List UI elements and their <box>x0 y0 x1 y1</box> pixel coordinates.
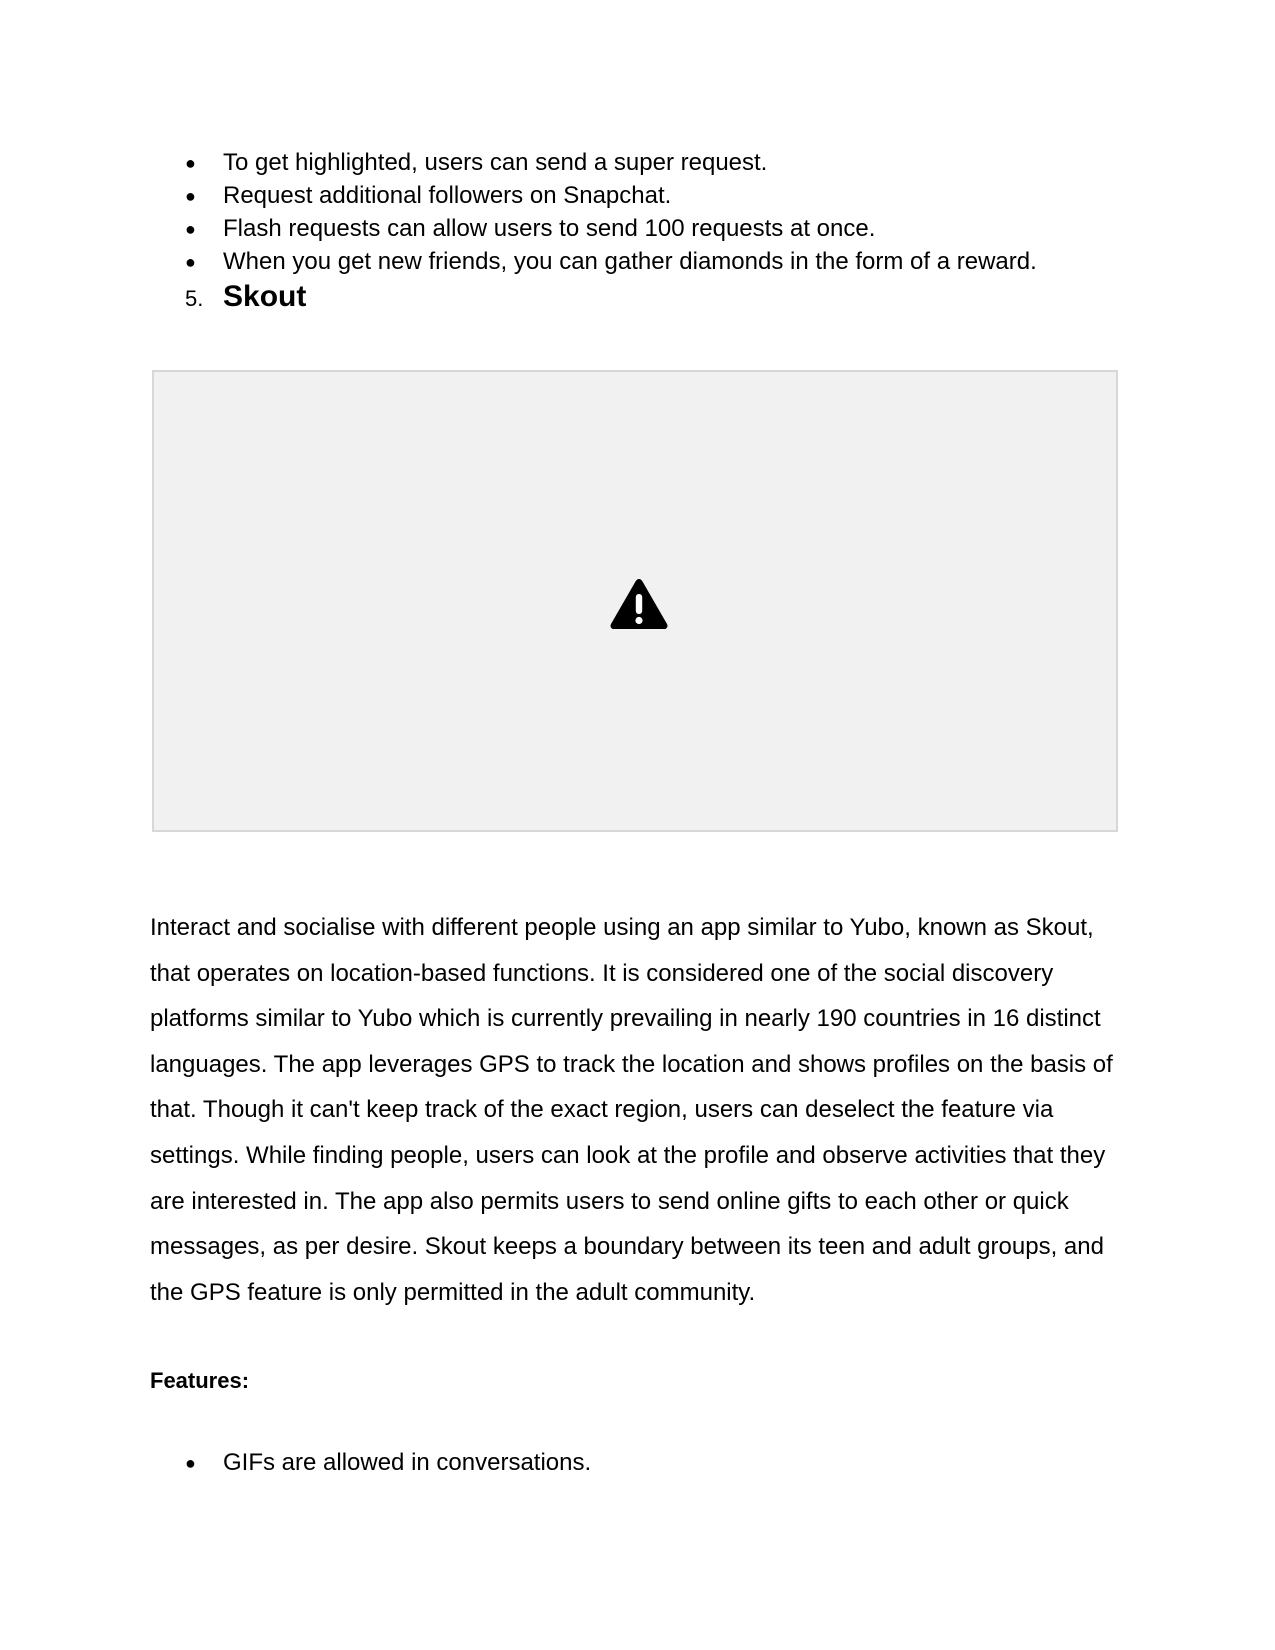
section-number: 5. <box>185 286 204 311</box>
body-paragraph: Interact and socialise with different people using an app similar to Yubo, known as Skout, that operates on location-based functions. It is considered one of the social discovery platforms similar to Yubo which is currently prevailing in nearly 190 countries in 16 distinct languages. The app leverages GPS to track the location and shows profiles on the basis of that. Though it can't keep track of the exact region, users can deselect the feature via settings. While finding people, users can look at the profile and observe activities that they are interested in. The app also permits users to send online gifts to each other or quick messages, as per desire. Skout keeps a boundary between its teen and adult groups, and the GPS feature is only permitted in the adult community. <box>150 914 1113 1306</box>
bullet-icon: ● <box>185 252 196 272</box>
list-item-text: GIFs are allowed in conversations. <box>223 1449 592 1476</box>
list-item <box>185 246 1037 278</box>
warning-icon <box>609 577 669 631</box>
list-item-text: To get highlighted, users can send a super request. <box>223 149 768 176</box>
bullet-icon: ● <box>185 219 196 239</box>
list-item <box>185 1447 591 1479</box>
section-heading <box>185 280 306 314</box>
list-item <box>185 147 767 179</box>
bullet-icon: ● <box>185 153 196 173</box>
bullet-icon: ● <box>185 186 196 206</box>
list-item <box>185 180 671 212</box>
list-item-text: When you get new friends, you can gather diamonds in the form of a reward. <box>223 248 1037 275</box>
broken-image-placeholder <box>152 370 1118 832</box>
list-item-text: Request additional followers on Snapchat. <box>223 182 672 209</box>
features-heading: Features: <box>150 1368 250 1393</box>
bullet-icon: ● <box>185 1453 196 1473</box>
list-item <box>185 213 875 245</box>
list-item-text: Flash requests can allow users to send 100 requests at once. <box>223 215 876 242</box>
section-title: Skout <box>223 280 307 313</box>
